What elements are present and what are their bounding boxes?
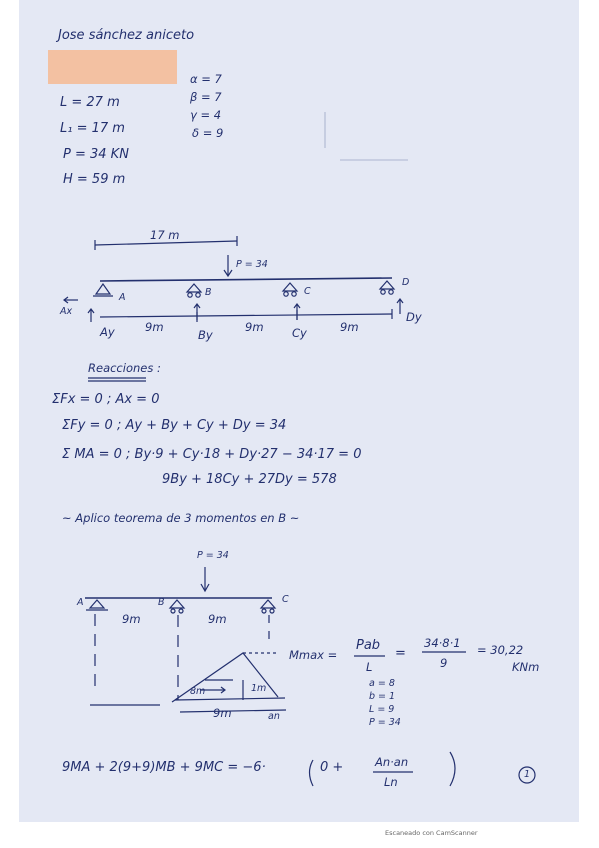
mmax-unit: KNm — [512, 660, 540, 674]
given-beta: β = 7 — [190, 90, 222, 104]
triangle-a-label: 8m — [190, 686, 206, 697]
mmax-num-1: Pab — [356, 638, 381, 653]
mmax-den-2: 9 — [440, 656, 448, 670]
support-B-label: B — [205, 287, 212, 298]
mmax-param-a: a = 8 — [369, 678, 395, 689]
reaction-Ay-label: Ay — [100, 325, 115, 339]
equation-sum-fx: ΣFx = 0 ; Ax = 0 — [52, 392, 160, 407]
beam2-support-C: C — [282, 594, 289, 605]
beam2-load-label: P = 34 — [197, 550, 229, 561]
support-C-label: C — [304, 286, 311, 297]
theorem-note: ~ Aplico teorema de 3 momentos en B ~ — [62, 511, 300, 525]
given-gamma: γ = 4 — [190, 108, 222, 122]
mmax-param-P: P = 34 — [369, 717, 401, 728]
triangle-an-label: an — [268, 711, 280, 722]
mmax-result: = 30,22 — [477, 643, 524, 657]
beam2-support-B: B — [158, 597, 165, 608]
reactions-title: Reacciones : — [88, 361, 161, 375]
reaction-Dy-label: Dy — [406, 310, 422, 324]
reaction-By-label: By — [198, 328, 213, 342]
page-number: 1 — [524, 769, 531, 780]
reaction-Cy-label: Cy — [292, 326, 307, 340]
triangle-span-label: 9m — [213, 706, 232, 720]
given-P: P = 34 KN — [63, 147, 129, 162]
three-moment-equation: 9MA + 2(9+9)MB + 9MC = −6· — [62, 760, 266, 775]
beam1-ax-label: Ax — [60, 306, 73, 317]
beam2-span-1: 9m — [122, 612, 141, 626]
mmax-label: Mmax = — [289, 648, 338, 662]
equation-sum-ma: Σ MA = 0 ; By·9 + Cy·18 + Dy·27 − 34·17 = 0 — [62, 447, 362, 462]
equation-frac-num: An·an — [375, 755, 409, 769]
beam-1-diagram — [64, 236, 403, 322]
equation-frac-den: Ln — [384, 775, 398, 789]
span-1-label: 9m — [145, 320, 164, 334]
equation-simplified: 9By + 18Cy + 27Dy = 578 — [162, 472, 337, 487]
span-2-label: 9m — [245, 320, 264, 334]
mmax-param-b: b = 1 — [369, 691, 396, 702]
beam-2-diagram — [85, 567, 535, 786]
equation-zero-term: 0 + — [320, 760, 344, 775]
mmax-num-2: 34·8·1 — [424, 636, 461, 650]
given-delta: δ = 9 — [192, 126, 224, 140]
span-3-label: 9m — [340, 320, 359, 334]
mmax-param-L: L = 9 — [369, 704, 395, 715]
triangle-b-label: 1m — [251, 683, 267, 694]
author-name: Jose sánchez aniceto — [58, 28, 195, 43]
support-D-label: D — [402, 277, 410, 288]
mmax-equals: = — [395, 646, 406, 661]
beam1-span-label: 17 m — [150, 228, 180, 242]
support-A-label: A — [119, 292, 126, 303]
beam1-load-label: P = 34 — [236, 259, 268, 270]
scanner-watermark: Escaneado con CamScanner — [385, 829, 478, 837]
given-L: L = 27 m — [60, 95, 120, 110]
given-L1: L₁ = 17 m — [60, 121, 125, 136]
given-H: H = 59 m — [63, 172, 126, 187]
mmax-den-1: L — [366, 660, 373, 674]
equation-sum-fy: ΣFy = 0 ; Ay + By + Cy + Dy = 34 — [62, 418, 287, 433]
given-alpha: α = 7 — [190, 72, 222, 86]
beam2-span-2: 9m — [208, 612, 227, 626]
beam2-support-A: A — [77, 597, 84, 608]
